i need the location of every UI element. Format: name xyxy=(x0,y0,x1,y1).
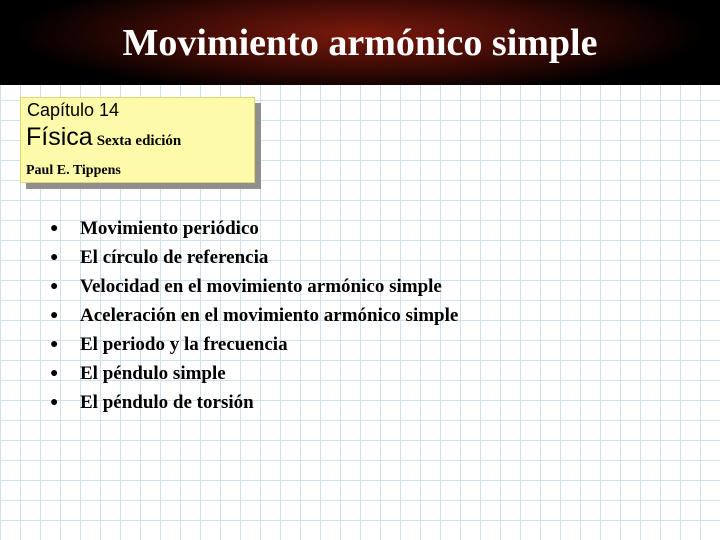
topic-text: El péndulo simple xyxy=(80,363,226,384)
bullet-icon: ● xyxy=(50,395,59,410)
topic-text: El periodo y la frecuencia xyxy=(80,334,288,355)
book-title: Física xyxy=(26,123,93,151)
book-line xyxy=(26,123,181,152)
title-bar xyxy=(0,0,720,85)
bullet-icon: ● xyxy=(50,308,59,323)
book-info-box xyxy=(20,97,255,183)
slide-title: Movimiento armónico simple xyxy=(122,22,598,64)
list-item xyxy=(50,243,550,272)
topic-list xyxy=(50,214,550,417)
bullet-icon: ● xyxy=(50,366,59,381)
topic-text: El círculo de referencia xyxy=(80,247,269,268)
bullet-icon: ● xyxy=(50,279,59,294)
topic-text: Movimiento periódico xyxy=(80,218,259,239)
edition-label: Sexta edición xyxy=(96,133,182,149)
list-item xyxy=(50,388,550,417)
bullet-icon: ● xyxy=(50,221,59,236)
bullet-icon: ● xyxy=(50,250,59,265)
list-item xyxy=(50,359,550,388)
topic-text: Velocidad en el movimiento armónico simple xyxy=(80,276,442,297)
bullet-icon: ● xyxy=(50,337,59,352)
list-item xyxy=(50,214,550,243)
topic-text: El péndulo de torsión xyxy=(80,392,254,413)
list-item xyxy=(50,301,520,330)
chapter-label: Capítulo 14 xyxy=(27,100,120,120)
author-label: Paul E. Tippens xyxy=(26,163,121,178)
list-item xyxy=(50,330,550,359)
list-item xyxy=(50,272,550,301)
topic-text: Aceleración en el movimiento armónico simple xyxy=(80,305,459,326)
